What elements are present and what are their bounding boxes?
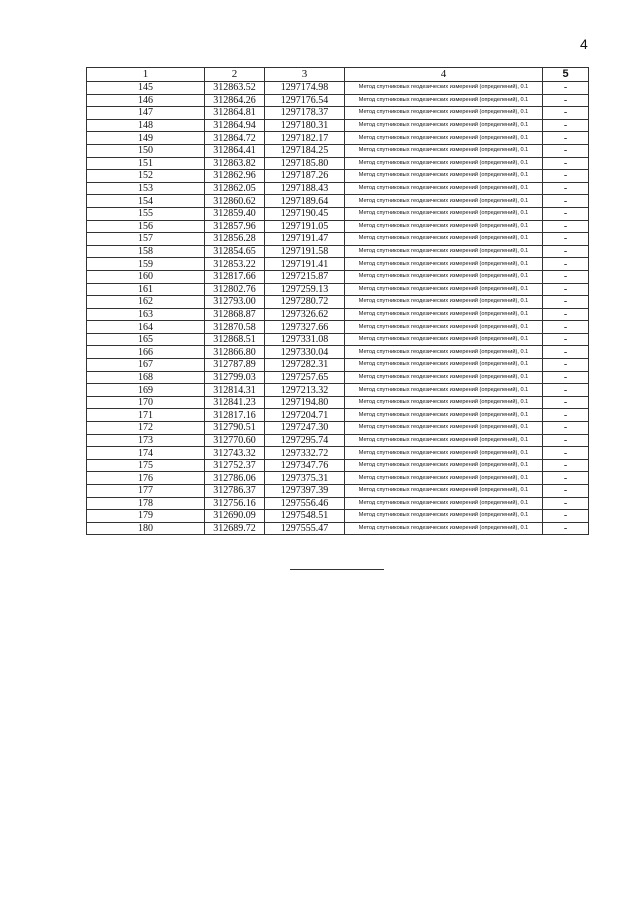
x-coordinate-cell: 312853.22 xyxy=(205,258,265,271)
y-coordinate-cell: 1297332.72 xyxy=(265,447,345,460)
y-coordinate-cell: 1297185.80 xyxy=(265,157,345,170)
y-coordinate-cell: 1297215.87 xyxy=(265,270,345,283)
x-coordinate-cell: 312770.60 xyxy=(205,434,265,447)
method-cell: Метод спутниковых геодезических измерений (определений), 0.1 xyxy=(345,170,543,183)
x-coordinate-cell: 312790.51 xyxy=(205,422,265,435)
method-cell: Метод спутниковых геодезических измерений (определений), 0.1 xyxy=(345,308,543,321)
description-cell: - xyxy=(543,144,589,157)
table-row xyxy=(87,371,589,384)
y-coordinate-cell: 1297191.41 xyxy=(265,258,345,271)
table-header xyxy=(87,68,589,82)
table-row xyxy=(87,132,589,145)
method-cell: Метод спутниковых геодезических измерений (определений), 0.1 xyxy=(345,258,543,271)
header-point-number: 1 xyxy=(87,68,205,82)
x-coordinate-cell: 312690.09 xyxy=(205,510,265,523)
y-coordinate-cell: 1297331.08 xyxy=(265,333,345,346)
point-number-cell: 170 xyxy=(87,396,205,409)
y-coordinate-cell: 1297556.46 xyxy=(265,497,345,510)
header-row xyxy=(87,68,589,82)
description-cell: - xyxy=(543,308,589,321)
method-cell: Метод спутниковых геодезических измерений (определений), 0.1 xyxy=(345,233,543,246)
y-coordinate-cell: 1297327.66 xyxy=(265,321,345,334)
x-coordinate-cell: 312864.26 xyxy=(205,94,265,107)
x-coordinate-cell: 312814.31 xyxy=(205,384,265,397)
table-row xyxy=(87,258,589,271)
y-coordinate-cell: 1297259.13 xyxy=(265,283,345,296)
method-cell: Метод спутниковых геодезических измерений (определений), 0.1 xyxy=(345,472,543,485)
point-number-cell: 154 xyxy=(87,195,205,208)
x-coordinate-cell: 312866.80 xyxy=(205,346,265,359)
description-cell: - xyxy=(543,485,589,498)
method-cell: Метод спутниковых геодезических измерений (определений), 0.1 xyxy=(345,144,543,157)
point-number-cell: 163 xyxy=(87,308,205,321)
method-cell: Метод спутниковых геодезических измерений (определений), 0.1 xyxy=(345,207,543,220)
x-coordinate-cell: 312863.82 xyxy=(205,157,265,170)
table-row xyxy=(87,359,589,372)
description-cell: - xyxy=(543,434,589,447)
point-number-cell: 179 xyxy=(87,510,205,523)
x-coordinate-cell: 312864.72 xyxy=(205,132,265,145)
table-row xyxy=(87,434,589,447)
x-coordinate-cell: 312786.37 xyxy=(205,485,265,498)
description-cell: - xyxy=(543,296,589,309)
method-cell: Метод спутниковых геодезических измерений (определений), 0.1 xyxy=(345,459,543,472)
table-row xyxy=(87,422,589,435)
method-cell: Метод спутниковых геодезических измерений (определений), 0.1 xyxy=(345,422,543,435)
description-cell: - xyxy=(543,497,589,510)
x-coordinate-cell: 312868.51 xyxy=(205,333,265,346)
x-coordinate-cell: 312799.03 xyxy=(205,371,265,384)
table-row xyxy=(87,182,589,195)
y-coordinate-cell: 1297555.47 xyxy=(265,522,345,535)
table-row xyxy=(87,472,589,485)
point-number-cell: 155 xyxy=(87,207,205,220)
point-number-cell: 153 xyxy=(87,182,205,195)
y-coordinate-cell: 1297280.72 xyxy=(265,296,345,309)
table-row xyxy=(87,409,589,422)
point-number-cell: 161 xyxy=(87,283,205,296)
description-cell: - xyxy=(543,233,589,246)
point-number-cell: 172 xyxy=(87,422,205,435)
description-cell: - xyxy=(543,321,589,334)
description-cell: - xyxy=(543,384,589,397)
point-number-cell: 169 xyxy=(87,384,205,397)
point-number-cell: 177 xyxy=(87,485,205,498)
y-coordinate-cell: 1297189.64 xyxy=(265,195,345,208)
point-number-cell: 171 xyxy=(87,409,205,422)
x-coordinate-cell: 312817.16 xyxy=(205,409,265,422)
method-cell: Метод спутниковых геодезических измерений (определений), 0.1 xyxy=(345,384,543,397)
y-coordinate-cell: 1297326.62 xyxy=(265,308,345,321)
table-body xyxy=(87,82,589,535)
point-number-cell: 149 xyxy=(87,132,205,145)
method-cell: Метод спутниковых геодезических измерений (определений), 0.1 xyxy=(345,119,543,132)
method-cell: Метод спутниковых геодезических измерений (определений), 0.1 xyxy=(345,245,543,258)
x-coordinate-cell: 312862.05 xyxy=(205,182,265,195)
description-cell: - xyxy=(543,107,589,120)
x-coordinate-cell: 312841.23 xyxy=(205,396,265,409)
y-coordinate-cell: 1297184.25 xyxy=(265,144,345,157)
x-coordinate-cell: 312860.62 xyxy=(205,195,265,208)
method-cell: Метод спутниковых геодезических измерений (определений), 0.1 xyxy=(345,497,543,510)
point-number-cell: 164 xyxy=(87,321,205,334)
point-number-cell: 176 xyxy=(87,472,205,485)
y-coordinate-cell: 1297191.58 xyxy=(265,245,345,258)
table-row xyxy=(87,497,589,510)
description-cell: - xyxy=(543,258,589,271)
point-number-cell: 178 xyxy=(87,497,205,510)
table-row xyxy=(87,283,589,296)
method-cell: Метод спутниковых геодезических измерений (определений), 0.1 xyxy=(345,157,543,170)
point-number-cell: 158 xyxy=(87,245,205,258)
y-coordinate-cell: 1297190.45 xyxy=(265,207,345,220)
y-coordinate-cell: 1297295.74 xyxy=(265,434,345,447)
description-cell: - xyxy=(543,119,589,132)
method-cell: Метод спутниковых геодезических измерений (определений), 0.1 xyxy=(345,270,543,283)
description-cell: - xyxy=(543,195,589,208)
x-coordinate-cell: 312786.06 xyxy=(205,472,265,485)
y-coordinate-cell: 1297330.04 xyxy=(265,346,345,359)
method-cell: Метод спутниковых геодезических измерений (определений), 0.1 xyxy=(345,195,543,208)
point-number-cell: 174 xyxy=(87,447,205,460)
method-cell: Метод спутниковых геодезических измерений (определений), 0.1 xyxy=(345,447,543,460)
x-coordinate-cell: 312870.58 xyxy=(205,321,265,334)
x-coordinate-cell: 312752.37 xyxy=(205,459,265,472)
description-cell: - xyxy=(543,409,589,422)
table-row xyxy=(87,270,589,283)
x-coordinate-cell: 312854.65 xyxy=(205,245,265,258)
point-number-cell: 145 xyxy=(87,82,205,95)
table-row xyxy=(87,245,589,258)
table-row xyxy=(87,333,589,346)
description-cell: - xyxy=(543,396,589,409)
table-row xyxy=(87,82,589,95)
point-number-cell: 180 xyxy=(87,522,205,535)
description-cell: - xyxy=(543,94,589,107)
method-cell: Метод спутниковых геодезических измерений (определений), 0.1 xyxy=(345,321,543,334)
y-coordinate-cell: 1297187.26 xyxy=(265,170,345,183)
table-row xyxy=(87,170,589,183)
y-coordinate-cell: 1297375.31 xyxy=(265,472,345,485)
table-row xyxy=(87,233,589,246)
table-row xyxy=(87,308,589,321)
header-x-coordinate: 2 xyxy=(205,68,265,82)
y-coordinate-cell: 1297282.31 xyxy=(265,359,345,372)
y-coordinate-cell: 1297213.32 xyxy=(265,384,345,397)
point-number-cell: 166 xyxy=(87,346,205,359)
y-coordinate-cell: 1297548.51 xyxy=(265,510,345,523)
method-cell: Метод спутниковых геодезических измерений (определений), 0.1 xyxy=(345,434,543,447)
table-row xyxy=(87,94,589,107)
table-row xyxy=(87,321,589,334)
point-number-cell: 168 xyxy=(87,371,205,384)
point-number-cell: 159 xyxy=(87,258,205,271)
table-row xyxy=(87,296,589,309)
table-row xyxy=(87,220,589,233)
table-row xyxy=(87,144,589,157)
x-coordinate-cell: 312859.40 xyxy=(205,207,265,220)
method-cell: Метод спутниковых геодезических измерений (определений), 0.1 xyxy=(345,333,543,346)
y-coordinate-cell: 1297247.30 xyxy=(265,422,345,435)
point-number-cell: 175 xyxy=(87,459,205,472)
x-coordinate-cell: 312864.41 xyxy=(205,144,265,157)
point-number-cell: 156 xyxy=(87,220,205,233)
header-method: 4 xyxy=(345,68,543,82)
method-cell: Метод спутниковых геодезических измерений (определений), 0.1 xyxy=(345,132,543,145)
point-number-cell: 173 xyxy=(87,434,205,447)
method-cell: Метод спутниковых геодезических измерений (определений), 0.1 xyxy=(345,522,543,535)
x-coordinate-cell: 312863.52 xyxy=(205,82,265,95)
x-coordinate-cell: 312817.66 xyxy=(205,270,265,283)
table-row xyxy=(87,510,589,523)
table-row xyxy=(87,396,589,409)
y-coordinate-cell: 1297257.65 xyxy=(265,371,345,384)
description-cell: - xyxy=(543,510,589,523)
x-coordinate-cell: 312756.16 xyxy=(205,497,265,510)
description-cell: - xyxy=(543,522,589,535)
description-cell: - xyxy=(543,359,589,372)
y-coordinate-cell: 1297204.71 xyxy=(265,409,345,422)
point-number-cell: 146 xyxy=(87,94,205,107)
x-coordinate-cell: 312743.32 xyxy=(205,447,265,460)
point-number-cell: 147 xyxy=(87,107,205,120)
description-cell: - xyxy=(543,182,589,195)
point-number-cell: 160 xyxy=(87,270,205,283)
y-coordinate-cell: 1297188.43 xyxy=(265,182,345,195)
point-number-cell: 152 xyxy=(87,170,205,183)
description-cell: - xyxy=(543,82,589,95)
y-coordinate-cell: 1297176.54 xyxy=(265,94,345,107)
header-description: 5 xyxy=(543,68,589,82)
x-coordinate-cell: 312856.28 xyxy=(205,233,265,246)
x-coordinate-cell: 312793.00 xyxy=(205,296,265,309)
point-number-cell: 151 xyxy=(87,157,205,170)
y-coordinate-cell: 1297174.98 xyxy=(265,82,345,95)
point-number-cell: 157 xyxy=(87,233,205,246)
description-cell: - xyxy=(543,422,589,435)
table-row xyxy=(87,195,589,208)
y-coordinate-cell: 1297397.39 xyxy=(265,485,345,498)
description-cell: - xyxy=(543,207,589,220)
description-cell: - xyxy=(543,170,589,183)
table-row xyxy=(87,346,589,359)
method-cell: Метод спутниковых геодезических измерений (определений), 0.1 xyxy=(345,107,543,120)
description-cell: - xyxy=(543,472,589,485)
table-row xyxy=(87,485,589,498)
closing-line xyxy=(290,569,384,570)
y-coordinate-cell: 1297191.47 xyxy=(265,233,345,246)
method-cell: Метод спутниковых геодезических измерений (определений), 0.1 xyxy=(345,94,543,107)
x-coordinate-cell: 312864.94 xyxy=(205,119,265,132)
x-coordinate-cell: 312802.76 xyxy=(205,283,265,296)
table-row xyxy=(87,207,589,220)
method-cell: Метод спутниковых геодезических измерений (определений), 0.1 xyxy=(345,220,543,233)
table-row xyxy=(87,119,589,132)
page-number: 4 xyxy=(580,36,588,52)
table-row xyxy=(87,107,589,120)
point-number-cell: 165 xyxy=(87,333,205,346)
method-cell: Метод спутниковых геодезических измерений (определений), 0.1 xyxy=(345,371,543,384)
description-cell: - xyxy=(543,346,589,359)
description-cell: - xyxy=(543,132,589,145)
description-cell: - xyxy=(543,333,589,346)
method-cell: Метод спутниковых геодезических измерений (определений), 0.1 xyxy=(345,346,543,359)
table-row xyxy=(87,522,589,535)
method-cell: Метод спутниковых геодезических измерений (определений), 0.1 xyxy=(345,359,543,372)
description-cell: - xyxy=(543,447,589,460)
point-number-cell: 148 xyxy=(87,119,205,132)
y-coordinate-cell: 1297347.76 xyxy=(265,459,345,472)
description-cell: - xyxy=(543,157,589,170)
y-coordinate-cell: 1297194.80 xyxy=(265,396,345,409)
table-row xyxy=(87,459,589,472)
method-cell: Метод спутниковых геодезических измерений (определений), 0.1 xyxy=(345,409,543,422)
description-cell: - xyxy=(543,270,589,283)
method-cell: Метод спутниковых геодезических измерений (определений), 0.1 xyxy=(345,485,543,498)
x-coordinate-cell: 312689.72 xyxy=(205,522,265,535)
method-cell: Метод спутниковых геодезических измерений (определений), 0.1 xyxy=(345,510,543,523)
table-row xyxy=(87,157,589,170)
method-cell: Метод спутниковых геодезических измерений (определений), 0.1 xyxy=(345,82,543,95)
table-row xyxy=(87,447,589,460)
y-coordinate-cell: 1297191.05 xyxy=(265,220,345,233)
x-coordinate-cell: 312857.96 xyxy=(205,220,265,233)
point-number-cell: 167 xyxy=(87,359,205,372)
y-coordinate-cell: 1297180.31 xyxy=(265,119,345,132)
method-cell: Метод спутниковых геодезических измерений (определений), 0.1 xyxy=(345,182,543,195)
point-number-cell: 162 xyxy=(87,296,205,309)
x-coordinate-cell: 312787.89 xyxy=(205,359,265,372)
y-coordinate-cell: 1297182.17 xyxy=(265,132,345,145)
coordinates-table xyxy=(86,67,589,535)
x-coordinate-cell: 312864.81 xyxy=(205,107,265,120)
description-cell: - xyxy=(543,245,589,258)
method-cell: Метод спутниковых геодезических измерений (определений), 0.1 xyxy=(345,396,543,409)
method-cell: Метод спутниковых геодезических измерений (определений), 0.1 xyxy=(345,296,543,309)
method-cell: Метод спутниковых геодезических измерений (определений), 0.1 xyxy=(345,283,543,296)
point-number-cell: 150 xyxy=(87,144,205,157)
description-cell: - xyxy=(543,371,589,384)
description-cell: - xyxy=(543,283,589,296)
y-coordinate-cell: 1297178.37 xyxy=(265,107,345,120)
x-coordinate-cell: 312862.96 xyxy=(205,170,265,183)
description-cell: - xyxy=(543,459,589,472)
x-coordinate-cell: 312868.87 xyxy=(205,308,265,321)
description-cell: - xyxy=(543,220,589,233)
table-row xyxy=(87,384,589,397)
header-y-coordinate: 3 xyxy=(265,68,345,82)
